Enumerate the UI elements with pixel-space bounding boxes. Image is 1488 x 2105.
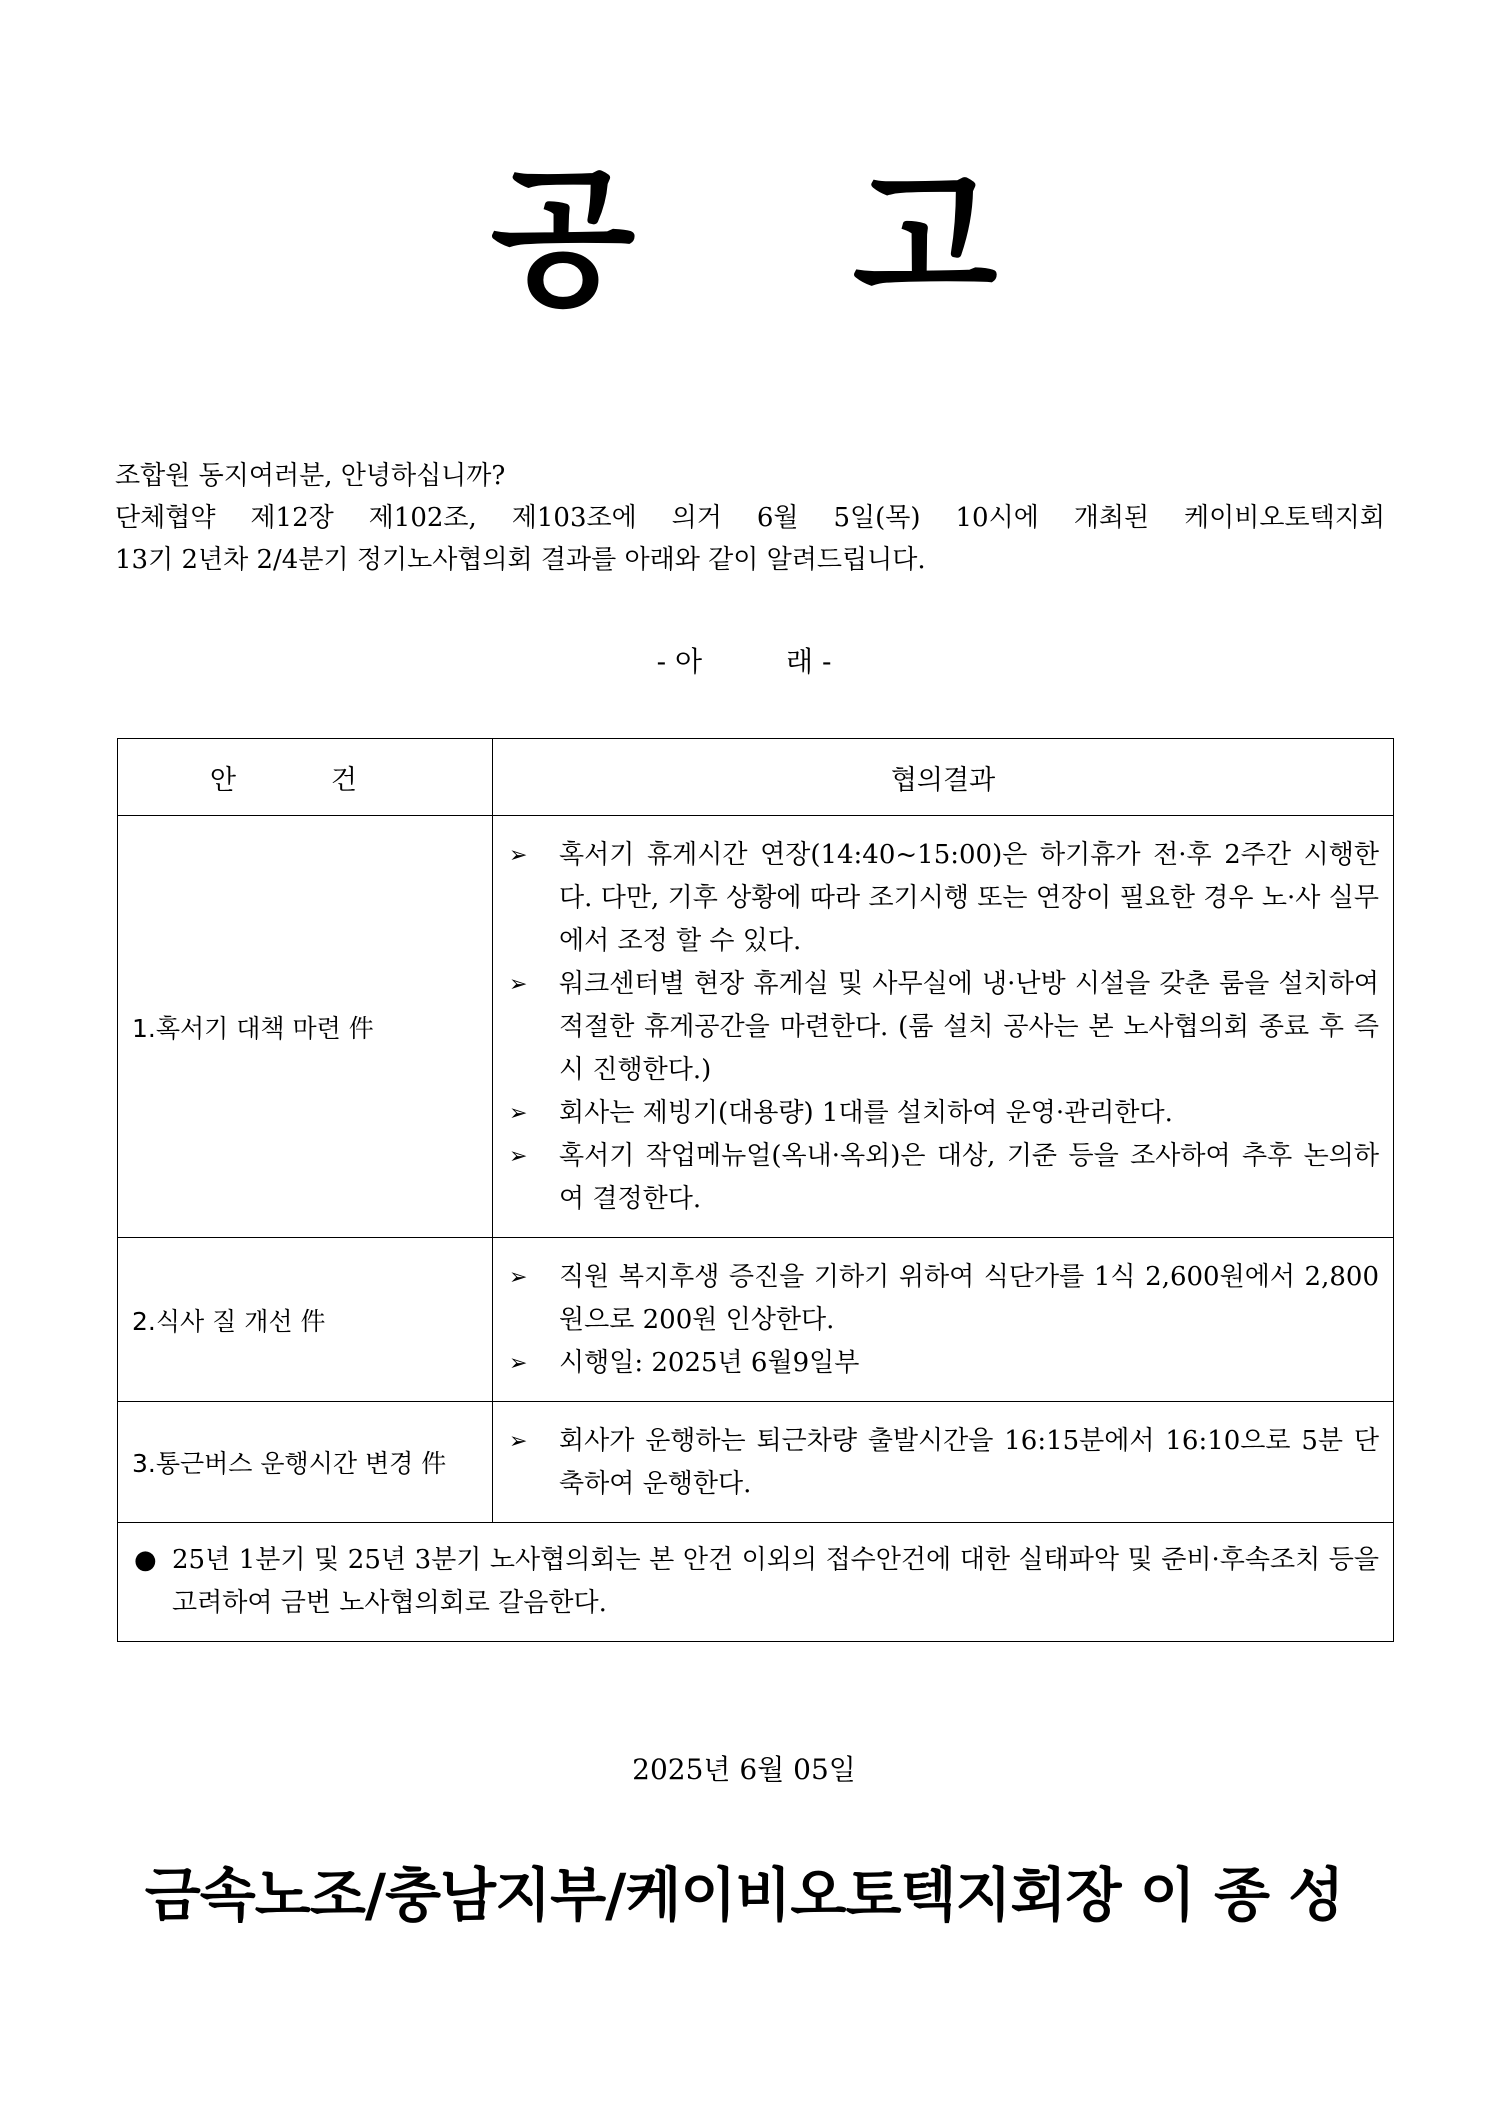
notice-heading-right: 래 - (786, 645, 832, 678)
table-header-row (118, 739, 1394, 816)
result-item: ➢ 직원 복지후생 증진을 기하기 위하여 식단가를 1식 2,600원에서 2,800원으로 200원 인상한다. (507, 1256, 1379, 1342)
arrowhead-bullet-icon: ➢ (509, 1351, 528, 1376)
result-item: ➢ 워크센터별 현장 휴게실 및 사무실에 냉·난방 시설을 갖춘 룸을 설치하여 적절한 휴게공간을 마련한다. (룸 설치 공사는 본 노사협의회 종료 후 즉시 진행한다.) (507, 963, 1379, 1092)
arrowhead-bullet-icon: ➢ (509, 1144, 528, 1169)
filled-circle-bullet-icon: ● (134, 1545, 157, 1575)
document-date: 2025년 6월 05일 (632, 1753, 856, 1786)
arrowhead-bullet-icon: ➢ (509, 1265, 528, 1290)
result-item: ➢ 시행일: 2025년 6월9일부 (507, 1342, 1379, 1385)
agenda-item-2: 2.식사 질 개선 件 (118, 1238, 493, 1402)
signature-line: 금속노조/충남지부/케이비오토텍지회장 이 종 성 (144, 1861, 1344, 1929)
arrowhead-bullet-icon: ➢ (509, 843, 528, 868)
table-row (118, 1402, 1394, 1523)
notice-heading (0, 640, 1488, 680)
result-item: ➢ 회사는 제빙기(대용량) 1대를 설치하여 운영·관리한다. (507, 1092, 1379, 1135)
result-item: ➢ 혹서기 휴게시간 연장(14:40~15:00)은 하기휴가 전·후 2주간 시행한다. 다만, 기후 상황에 따라 조기시행 또는 연장이 필요한 경우 노·사 실무에서 조정 할 수 있다. (507, 834, 1379, 963)
arrowhead-bullet-icon: ➢ (509, 972, 528, 997)
intro-paragraph (115, 455, 1385, 581)
agenda-item-1: 1.혹서기 대책 마련 件 (118, 816, 493, 1238)
arrowhead-bullet-icon: ➢ (509, 1429, 528, 1454)
intro-line-2: 단체협약 제12장 제102조, 제103조에 의거 6월 5일(목) 10시에 개최된 케이비오토텍지회 (115, 503, 1385, 533)
arrowhead-bullet-icon: ➢ (509, 1101, 528, 1126)
table-row (118, 1238, 1394, 1402)
result-cell-1 (493, 816, 1394, 1238)
result-item: ➢ 회사가 운행하는 퇴근차량 출발시간을 16:15분에서 16:10으로 5분 단축하여 운행한다. (507, 1420, 1379, 1506)
intro-line-3: 13기 2년차 2/4분기 정기노사협의회 결과를 아래와 같이 알려드립니다. (115, 545, 926, 575)
result-item: ➢ 혹서기 작업메뉴얼(옥내·옥외)은 대상, 기준 등을 조사하여 추후 논의하여 결정한다. (507, 1135, 1379, 1221)
table-note-row (118, 1523, 1394, 1642)
agenda-item-3: 3.통근버스 운행시간 변경 件 (118, 1402, 493, 1523)
result-cell-2 (493, 1238, 1394, 1402)
notice-heading-left: - 아 (656, 645, 702, 678)
table-row (118, 816, 1394, 1238)
result-cell-3 (493, 1402, 1394, 1523)
page-title: 공 고 (490, 153, 1081, 327)
header-agenda: 안 건 (118, 739, 493, 816)
agenda-table (117, 738, 1394, 1642)
closing-note: ● 25년 1분기 및 25년 3분기 노사협의회는 본 안건 이외의 접수안건에 대한 실태파악 및 준비·후속조치 등을 고려하여 금번 노사협의회로 갈음한다. (132, 1539, 1379, 1625)
header-result: 협의결과 (493, 739, 1394, 816)
intro-greeting: 조합원 동지여러분, 안녕하십니까? (115, 461, 506, 491)
note-cell (118, 1523, 1394, 1642)
